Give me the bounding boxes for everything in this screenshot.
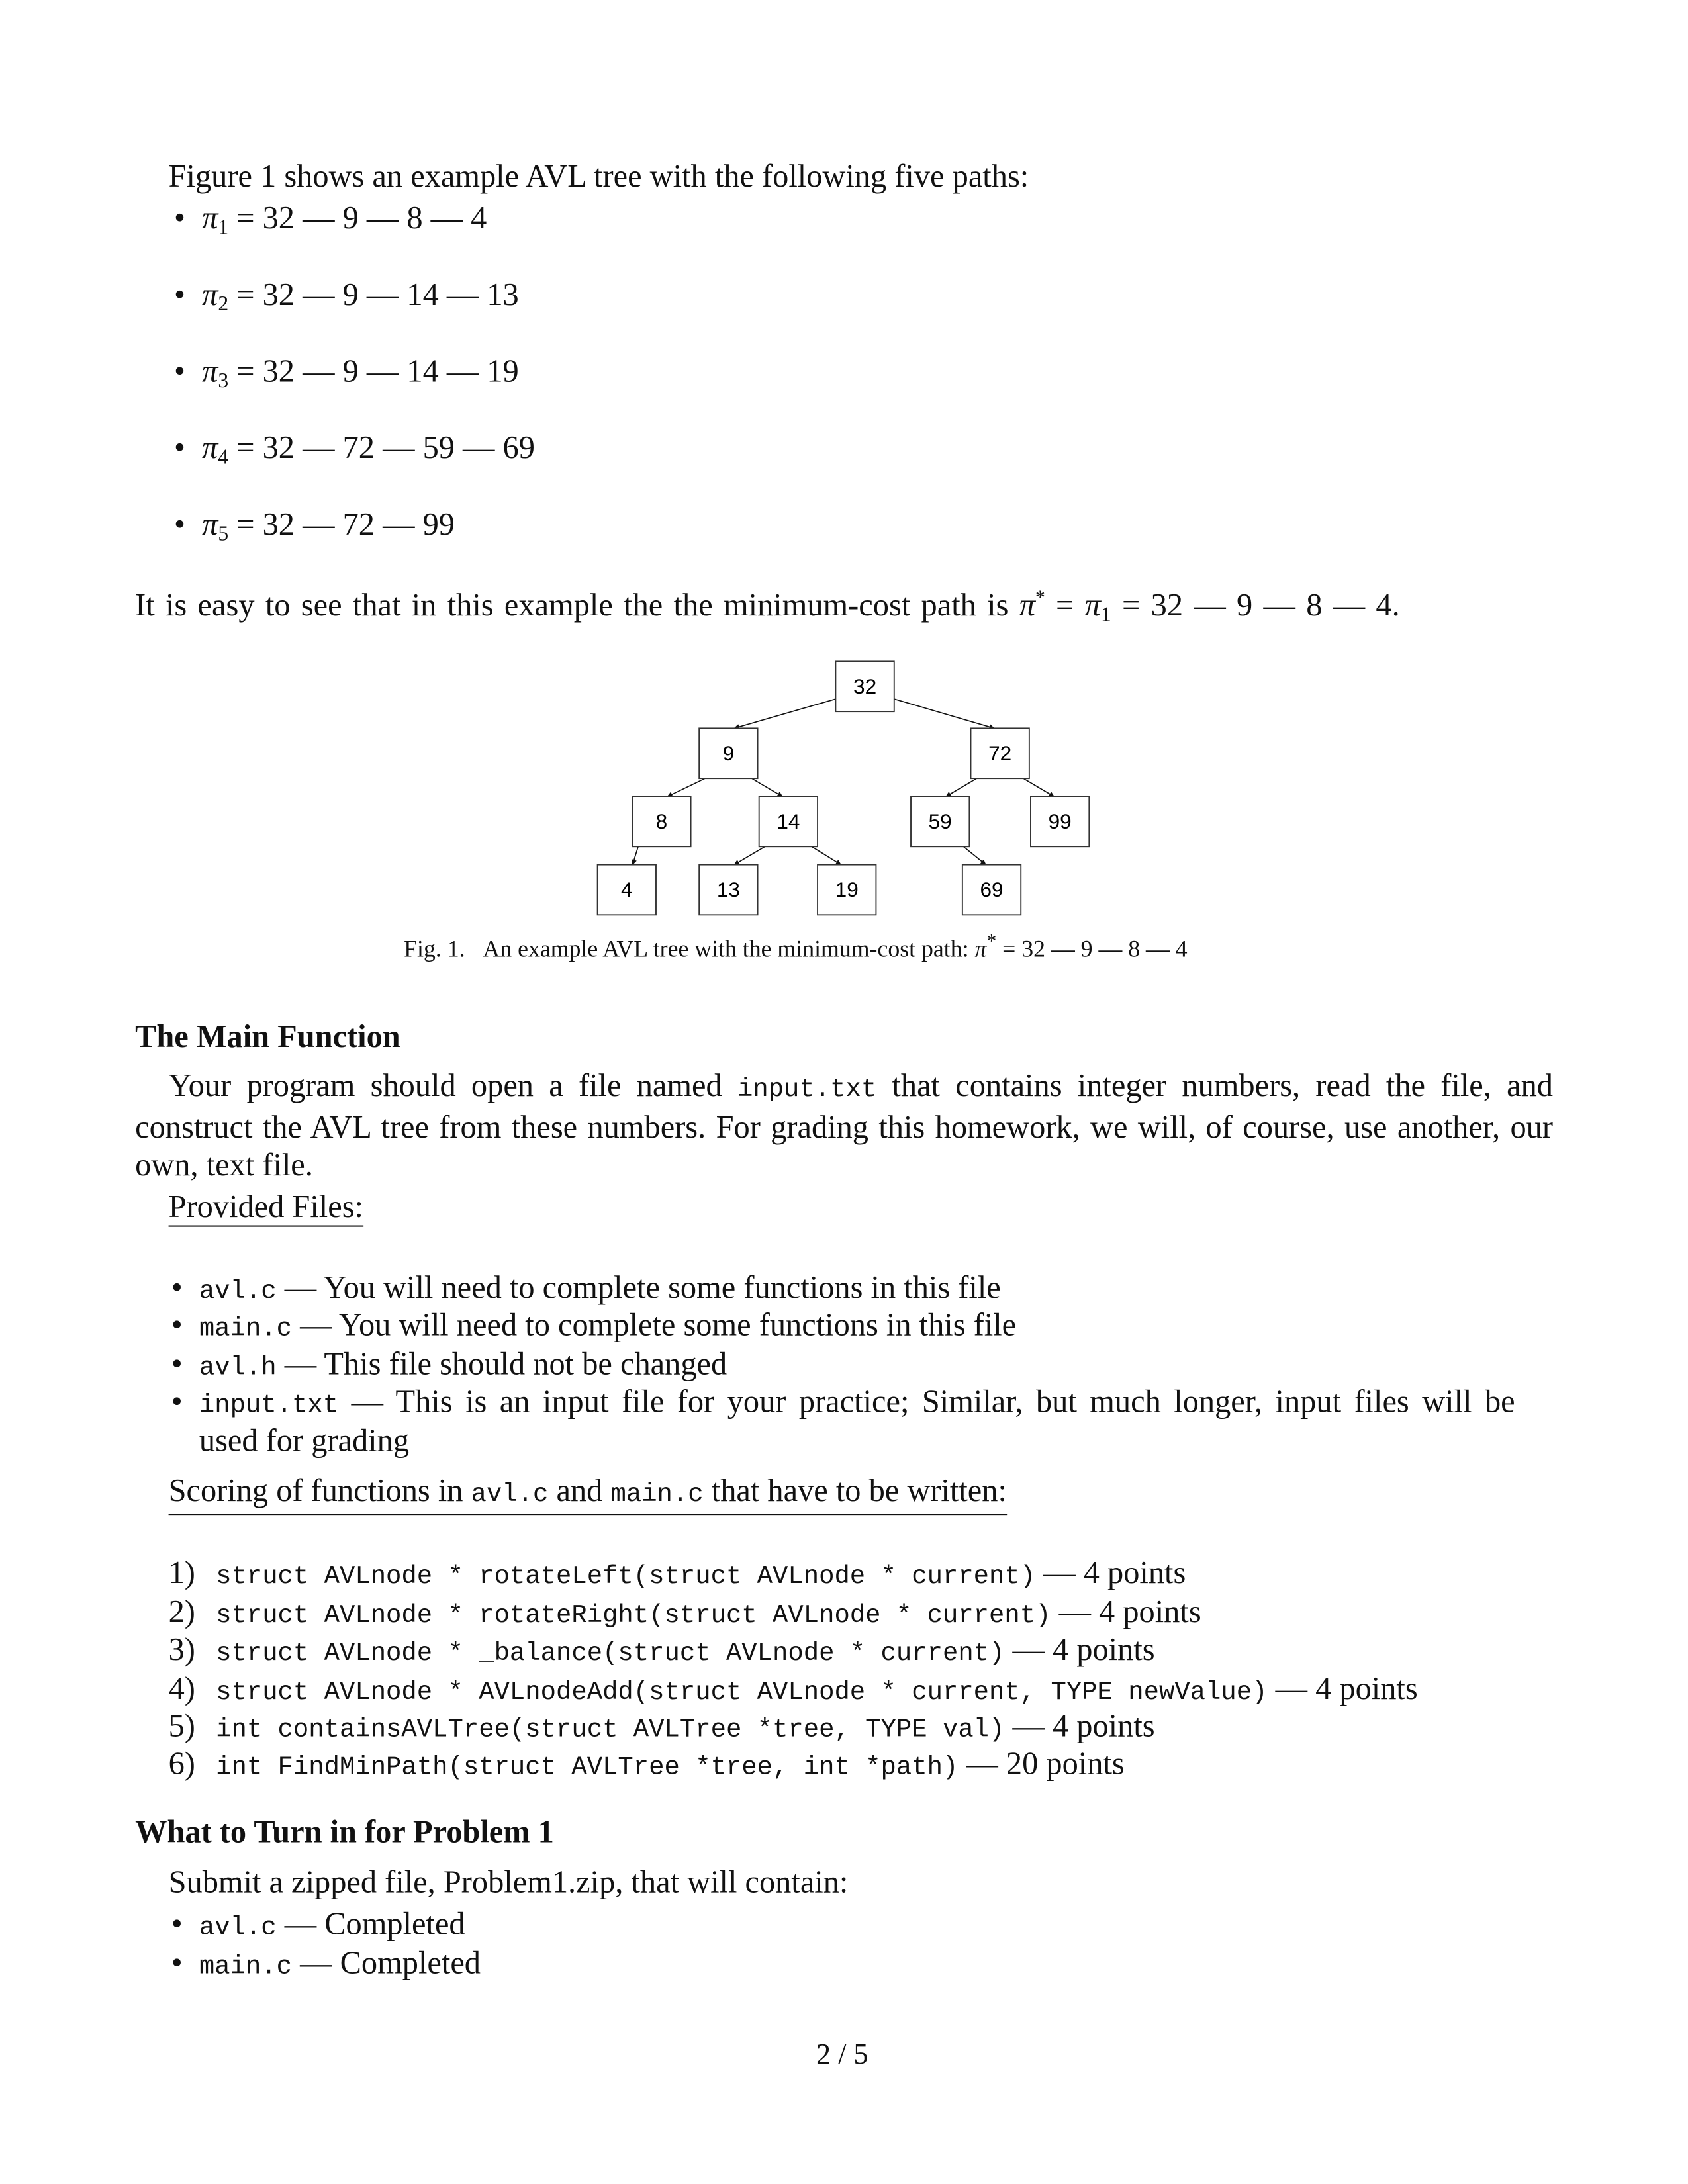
filename-code: avl.h — [199, 1353, 277, 1383]
subscript: 1 — [218, 217, 229, 240]
intro-text: Figure 1 shows an example AVL tree with the following five paths: — [168, 158, 1029, 194]
tree-edge — [964, 846, 986, 864]
filename-code: avl.c — [199, 1277, 277, 1306]
file-item — [199, 1306, 1016, 1349]
item-number: 5) — [168, 1708, 195, 1744]
star: * — [1035, 588, 1045, 610]
provided-files-heading: Provided Files: — [169, 1189, 363, 1227]
text: and — [548, 1473, 611, 1508]
main-function-heading: The Main Function — [135, 1019, 400, 1054]
item-number: 2) — [168, 1594, 195, 1629]
filename-code: main.c — [199, 1314, 293, 1344]
function-signature: int FindMinPath(struct AVLTree *tree, int *path) — [216, 1752, 959, 1783]
turn-in-item — [199, 1905, 465, 1948]
filename-code: main.c — [610, 1480, 704, 1510]
avl-tree-figure — [0, 0, 1688, 975]
sentence-text: = 32 — 9 — 8 — 4. — [1111, 587, 1400, 623]
points: — 4 points — [1267, 1670, 1418, 1706]
star: * — [986, 932, 997, 953]
file-item — [199, 1269, 1001, 1312]
tree-node-value: 4 — [621, 877, 633, 901]
tree-edge — [667, 778, 705, 796]
pi-symbol: π — [202, 430, 218, 465]
item-description: — Completed — [292, 1945, 481, 1980]
path-nodes: = 32 — 9 — 14 — 13 — [228, 277, 519, 312]
main-function-paragraph — [135, 1067, 1553, 1184]
subscript: 3 — [218, 370, 229, 393]
function-item — [169, 1631, 1155, 1674]
file-description: — This is an input file for your practice; Similar, but much longer, input files will be — [338, 1384, 1515, 1419]
turn-in-intro: Submit a zipped file, Problem1.zip, that will contain: — [168, 1864, 849, 1899]
points: — 4 points — [1004, 1631, 1155, 1667]
path-nodes: = 32 — 9 — 8 — 4 — [228, 200, 487, 236]
points: — 4 points — [1051, 1594, 1201, 1629]
function-item — [169, 1745, 1125, 1788]
points: — 20 points — [958, 1746, 1125, 1782]
path-nodes: = 32 — 72 — 59 — 69 — [228, 430, 535, 465]
points: — 4 points — [1004, 1708, 1155, 1744]
filename-code: avl.c — [471, 1480, 549, 1510]
subscript: 4 — [218, 447, 229, 470]
function-item — [169, 1670, 1418, 1713]
function-signature: struct AVLnode * rotateRight(struct AVLnode * current) — [216, 1601, 1051, 1631]
turn-in-heading: What to Turn in for Problem 1 — [135, 1814, 554, 1850]
function-item — [169, 1554, 1186, 1597]
turn-in-item — [199, 1944, 481, 1987]
tree-edge — [752, 778, 782, 796]
sentence-text: It is easy to see that in this example the the minimum-cost path is — [135, 587, 1019, 623]
tree-node-value: 9 — [722, 741, 735, 765]
item-number: 4) — [168, 1670, 195, 1706]
tree-node-value: 19 — [835, 877, 859, 901]
figure-caption — [404, 930, 1187, 969]
tree-node-value: 13 — [716, 877, 740, 901]
caption-text: An example AVL tree with the minimum-cost path: — [483, 935, 975, 962]
tree-node-value: 59 — [928, 809, 952, 833]
points: — 4 points — [1035, 1555, 1186, 1590]
tree-node-value: 32 — [853, 674, 877, 698]
caption-path: = 32 — 9 — 8 — 4 — [996, 935, 1188, 962]
pi-symbol: π — [202, 353, 218, 389]
item-description: — Completed — [276, 1906, 465, 1941]
filename-code: input.txt — [737, 1075, 877, 1105]
item-number: 6) — [168, 1746, 195, 1782]
pi-symbol: π — [202, 506, 218, 542]
tree-edge — [633, 846, 638, 864]
path-nodes: = 32 — 72 — 99 — [228, 506, 455, 542]
para-text: Your program should open a file named — [168, 1068, 737, 1103]
item-number: 3) — [168, 1631, 195, 1667]
file-description: — You will need to complete some functions in this file — [276, 1269, 1001, 1305]
path-nodes: = 32 — 9 — 14 — 19 — [228, 353, 519, 389]
file-description: — You will need to complete some functions in this file — [292, 1307, 1017, 1343]
tree-edge — [734, 699, 835, 728]
equals: = — [1045, 587, 1085, 623]
subscript: 1 — [1100, 604, 1111, 627]
page-number: 2 / 5 — [816, 2037, 868, 2071]
para-text: that contains integer numbers, read the file, and construct the AVL tree from these numbers. For grading this homework, we will, of course, use another, our own, text file. — [135, 1068, 1553, 1183]
tree-edge — [894, 699, 994, 728]
tree-edge — [812, 846, 841, 864]
pi-symbol: π — [1019, 587, 1036, 623]
file-description-cont: used for grading — [199, 1423, 410, 1458]
filename-code: main.c — [199, 1952, 293, 1981]
tree-node-value: 14 — [776, 809, 800, 833]
text: that have to be written: — [703, 1473, 1007, 1508]
pi-symbol: π — [974, 935, 987, 962]
pi-symbol: π — [202, 200, 218, 236]
file-item — [199, 1383, 1553, 1426]
text: Scoring of functions in — [168, 1473, 471, 1508]
tree-edge — [1023, 778, 1054, 796]
function-item — [169, 1707, 1155, 1751]
tree-node-value: 99 — [1048, 809, 1072, 833]
scoring-heading — [169, 1473, 1007, 1515]
tree-node-value: 72 — [988, 741, 1012, 765]
file-description: — This file should not be changed — [276, 1346, 727, 1382]
pi-symbol: π — [202, 277, 218, 312]
file-item — [199, 1345, 727, 1388]
tree-edge — [734, 846, 765, 864]
item-number: 1) — [168, 1555, 195, 1590]
filename-code: input.txt — [199, 1390, 339, 1421]
function-item — [169, 1593, 1201, 1636]
function-signature: int containsAVLTree(struct AVLTree *tree, TYPE val) — [216, 1715, 1005, 1745]
subscript: 2 — [218, 293, 229, 316]
subscript: 5 — [218, 523, 229, 546]
tree-node-value: 8 — [655, 809, 668, 833]
function-signature: struct AVLnode * AVLnodeAdd(struct AVLnode * current, TYPE newValue) — [216, 1678, 1268, 1707]
caption-label: Fig. 1. — [404, 935, 465, 962]
filename-code: avl.c — [199, 1913, 277, 1943]
function-signature: struct AVLnode * rotateLeft(struct AVLnode * current) — [216, 1562, 1036, 1592]
pi-symbol: π — [1084, 587, 1101, 623]
tree-node-value: 69 — [980, 877, 1004, 901]
tree-edge — [946, 778, 976, 796]
function-signature: struct AVLnode * _balance(struct AVLnode * current) — [216, 1639, 1005, 1668]
